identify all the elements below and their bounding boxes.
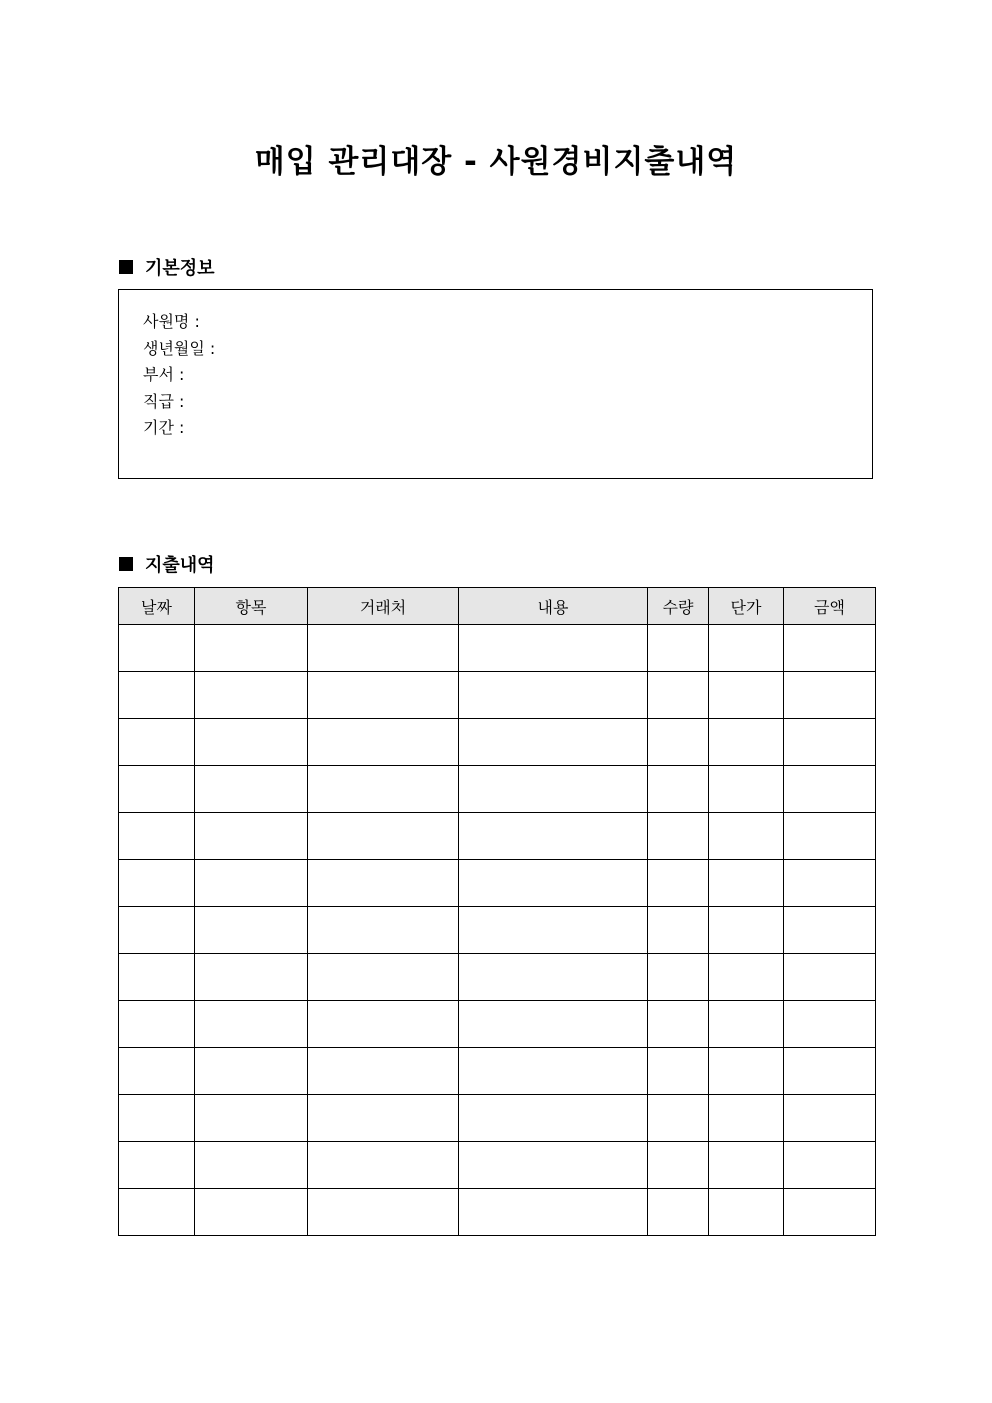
unit-price-cell[interactable] — [709, 672, 784, 719]
quantity-cell[interactable] — [648, 1189, 709, 1236]
info-field-period: 기간 : — [143, 418, 185, 437]
unit-price-cell[interactable] — [709, 1048, 784, 1095]
table-row — [119, 672, 876, 719]
vendor-cell[interactable] — [308, 1095, 459, 1142]
table-row — [119, 719, 876, 766]
quantity-cell[interactable] — [648, 1095, 709, 1142]
info-field-label: 부서 — [143, 365, 174, 384]
item-cell[interactable] — [195, 766, 308, 813]
description-cell[interactable] — [459, 813, 648, 860]
table-row — [119, 766, 876, 813]
description-cell[interactable] — [459, 766, 648, 813]
table-row — [119, 954, 876, 1001]
amount-cell[interactable] — [784, 860, 876, 907]
info-field-label: 생년월일 — [143, 338, 205, 358]
unit-price-cell[interactable] — [709, 1001, 784, 1048]
expenses-table — [118, 587, 876, 1236]
amount-cell[interactable] — [784, 625, 876, 672]
item-cell[interactable] — [195, 907, 308, 954]
basic-info-heading — [119, 254, 215, 280]
basic-info-heading-label: 기본정보 — [145, 258, 215, 279]
column-header-unit-price: 단가 — [709, 588, 784, 625]
column-header-quantity: 수량 — [648, 588, 709, 625]
table-row — [119, 1142, 876, 1189]
vendor-cell[interactable] — [308, 860, 459, 907]
info-field-label: 직급 — [143, 391, 174, 411]
description-cell[interactable] — [459, 1189, 648, 1236]
date-cell[interactable] — [119, 1142, 195, 1189]
date-cell[interactable] — [119, 719, 195, 766]
info-field-employee-name: 사원명 : — [143, 312, 200, 331]
table-row — [119, 1001, 876, 1048]
description-cell[interactable] — [459, 719, 648, 766]
amount-cell[interactable] — [784, 719, 876, 766]
item-cell[interactable] — [195, 1048, 308, 1095]
unit-price-cell[interactable] — [709, 813, 784, 860]
quantity-cell[interactable] — [648, 860, 709, 907]
item-cell[interactable] — [195, 1189, 308, 1236]
unit-price-cell[interactable] — [709, 860, 784, 907]
date-cell[interactable] — [119, 1189, 195, 1236]
amount-cell[interactable] — [784, 1142, 876, 1189]
quantity-cell[interactable] — [648, 954, 709, 1001]
unit-price-cell[interactable] — [709, 625, 784, 672]
square-bullet-icon — [119, 260, 133, 274]
quantity-cell[interactable] — [648, 719, 709, 766]
quantity-cell[interactable] — [648, 1048, 709, 1095]
date-cell[interactable] — [119, 625, 195, 672]
item-cell[interactable] — [195, 719, 308, 766]
info-field-label: 사원명 — [143, 312, 190, 331]
description-cell[interactable] — [459, 1001, 648, 1048]
description-cell[interactable] — [459, 1095, 648, 1142]
vendor-cell[interactable] — [308, 813, 459, 860]
quantity-cell[interactable] — [648, 907, 709, 954]
table-row — [119, 813, 876, 860]
amount-cell[interactable] — [784, 1095, 876, 1142]
info-field-birthdate: 생년월일 : — [143, 338, 216, 358]
item-cell[interactable] — [195, 813, 308, 860]
info-field-label: 기간 — [143, 418, 174, 437]
unit-price-cell[interactable] — [709, 766, 784, 813]
amount-cell[interactable] — [784, 672, 876, 719]
item-cell[interactable] — [195, 672, 308, 719]
vendor-cell[interactable] — [308, 672, 459, 719]
description-cell[interactable] — [459, 907, 648, 954]
description-cell[interactable] — [459, 860, 648, 907]
amount-cell[interactable] — [784, 1189, 876, 1236]
amount-cell[interactable] — [784, 907, 876, 954]
table-row — [119, 860, 876, 907]
description-cell[interactable] — [459, 625, 648, 672]
vendor-cell[interactable] — [308, 719, 459, 766]
column-header-vendor: 거래처 — [308, 588, 459, 625]
vendor-cell[interactable] — [308, 766, 459, 813]
expenses-heading-label: 지출내역 — [145, 555, 215, 576]
unit-price-cell[interactable] — [709, 1095, 784, 1142]
item-cell[interactable] — [195, 954, 308, 1001]
date-cell[interactable] — [119, 813, 195, 860]
amount-cell[interactable] — [784, 766, 876, 813]
vendor-cell[interactable] — [308, 1189, 459, 1236]
column-header-description: 내용 — [459, 588, 648, 625]
item-cell[interactable] — [195, 625, 308, 672]
item-cell[interactable] — [195, 1095, 308, 1142]
vendor-cell[interactable] — [308, 1001, 459, 1048]
description-cell[interactable] — [459, 1142, 648, 1189]
description-cell[interactable] — [459, 954, 648, 1001]
date-cell[interactable] — [119, 672, 195, 719]
item-cell[interactable] — [195, 860, 308, 907]
unit-price-cell[interactable] — [709, 719, 784, 766]
item-cell[interactable] — [195, 1142, 308, 1189]
expenses-table-body — [119, 625, 876, 1236]
quantity-cell[interactable] — [648, 766, 709, 813]
amount-cell[interactable] — [784, 1048, 876, 1095]
unit-price-cell[interactable] — [709, 1142, 784, 1189]
quantity-cell[interactable] — [648, 1142, 709, 1189]
column-header-item: 항목 — [195, 588, 308, 625]
amount-cell[interactable] — [784, 954, 876, 1001]
vendor-cell[interactable] — [308, 907, 459, 954]
date-cell[interactable] — [119, 907, 195, 954]
date-cell[interactable] — [119, 1048, 195, 1095]
table-row — [119, 907, 876, 954]
description-cell[interactable] — [459, 672, 648, 719]
unit-price-cell[interactable] — [709, 954, 784, 1001]
table-header-row — [119, 588, 876, 625]
date-cell[interactable] — [119, 860, 195, 907]
date-cell[interactable] — [119, 1095, 195, 1142]
quantity-cell[interactable] — [648, 1001, 709, 1048]
quantity-cell[interactable] — [648, 813, 709, 860]
column-header-amount: 금액 — [784, 588, 876, 625]
expenses-heading — [119, 551, 215, 577]
table-row — [119, 625, 876, 672]
unit-price-cell[interactable] — [709, 1189, 784, 1236]
quantity-cell[interactable] — [648, 625, 709, 672]
vendor-cell[interactable] — [308, 625, 459, 672]
vendor-cell[interactable] — [308, 1142, 459, 1189]
unit-price-cell[interactable] — [709, 907, 784, 954]
item-cell[interactable] — [195, 1001, 308, 1048]
table-row — [119, 1189, 876, 1236]
description-cell[interactable] — [459, 1048, 648, 1095]
table-row — [119, 1095, 876, 1142]
info-field-position: 직급 : — [143, 391, 185, 411]
square-bullet-icon — [119, 557, 133, 571]
vendor-cell[interactable] — [308, 1048, 459, 1095]
date-cell[interactable] — [119, 954, 195, 1001]
document-title: 매입 관리대장 - 사원경비지출내역 — [254, 144, 738, 180]
info-field-department: 부서 : — [143, 365, 185, 384]
column-header-date: 날짜 — [119, 588, 195, 625]
amount-cell[interactable] — [784, 813, 876, 860]
table-row — [119, 1048, 876, 1095]
vendor-cell[interactable] — [308, 954, 459, 1001]
date-cell[interactable] — [119, 1001, 195, 1048]
basic-info-box — [118, 289, 873, 479]
amount-cell[interactable] — [784, 1001, 876, 1048]
quantity-cell[interactable] — [648, 672, 709, 719]
date-cell[interactable] — [119, 766, 195, 813]
